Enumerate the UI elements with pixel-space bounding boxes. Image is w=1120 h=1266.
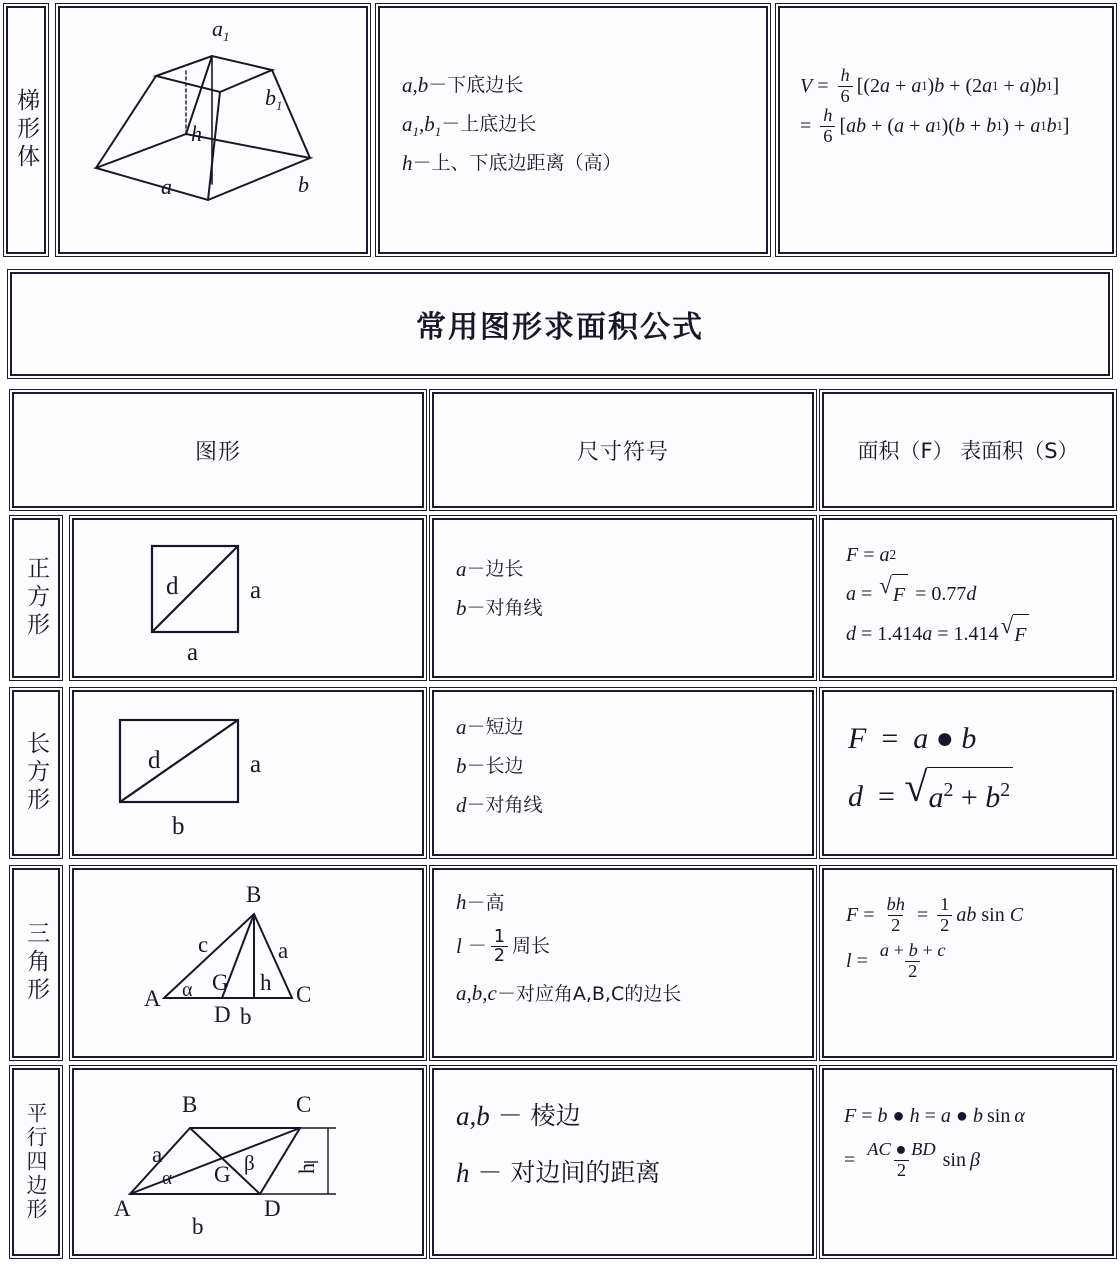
header-symbols-cell (432, 392, 814, 508)
formula-line: = $\frac{h}{6}$ [ ab + ( a + a 1 )( b + b 1 ) + a 1 b 1 ] (800, 105, 1070, 146)
row-parallelogram-formula (824, 1070, 1112, 1182)
label-alpha: α (182, 979, 193, 1001)
label-alpha: α (162, 1168, 172, 1189)
top-row-formula-cell (778, 6, 1114, 254)
row-triangle-label: 三角形 (23, 921, 50, 1005)
symbol-line: b －对角线 (456, 595, 543, 620)
row-rectangle-diagram-cell (72, 690, 424, 856)
label-c: c (198, 932, 209, 957)
label-G: G (212, 970, 229, 995)
header-symbols-label: 尺寸符号 (576, 439, 669, 465)
row-triangle-formula (824, 870, 1112, 984)
row-triangle-label-cell (12, 868, 60, 1058)
row-square-label-cell (12, 518, 60, 678)
label-B: B (182, 1092, 198, 1117)
row-square-symbols-cell (432, 518, 814, 678)
row-parallelogram-label-cell (12, 1068, 60, 1256)
label-beta: β (244, 1151, 255, 1175)
row-parallelogram-label: 平行四边形 (24, 1102, 49, 1222)
row-triangle-formula-cell (822, 868, 1114, 1058)
symbol-line: $a_1,b_1$ －上底边长 (402, 111, 537, 140)
label-h: h (260, 970, 272, 995)
label-a: a (152, 1142, 163, 1167)
header-shape-cell (12, 392, 424, 508)
row-square-label: 正方形 (23, 556, 50, 640)
label-C: C (296, 1092, 312, 1117)
top-row-formula (780, 8, 1112, 146)
row-rectangle-label-cell (12, 690, 60, 856)
symbol-line: a,b －下底边长 (402, 73, 524, 97)
row-rectangle-formula-cell (822, 690, 1114, 856)
label-a: a (278, 938, 289, 963)
header-shape-label: 图形 (194, 439, 241, 465)
frustum-diagram (60, 8, 366, 252)
formula-line: = $\frac{AC ● BD}{2}$ sin β (844, 1139, 980, 1180)
row-parallelogram-symbols-cell (432, 1068, 814, 1256)
symbol-line: b －长边 (456, 753, 524, 778)
header-area-cell (822, 392, 1114, 508)
label-d: d (166, 573, 179, 600)
row-parallelogram-symbols (434, 1070, 812, 1201)
formula-line: l = $\frac{a + b + c}{2}$ (846, 940, 946, 981)
label-b: b (298, 172, 309, 197)
rectangle-diagram (74, 692, 422, 854)
top-row-label: 梯形体 (13, 88, 40, 172)
row-parallelogram-diagram-cell (72, 1068, 424, 1256)
row-rectangle-label: 长方形 (23, 731, 50, 815)
square-diagram (74, 520, 422, 676)
label-a-side: a (250, 751, 262, 778)
formula-line: d = 1.414 a = 1.414 √ F (846, 614, 1112, 654)
symbol-line: a,b,c －对应角A,B,C的边长 (456, 981, 682, 1006)
symbol-line: d －对角线 (456, 792, 543, 817)
symbol-line: h －高 (456, 890, 505, 914)
formula-line: F = $\frac{bh}{2}$ = $\frac{1}{2}$ ab sin C (846, 894, 1024, 935)
label-A: A (114, 1196, 131, 1221)
symbol-line: h － 对边间的距离 (456, 1157, 661, 1188)
label-D: D (264, 1196, 281, 1221)
label-a-side: a (250, 577, 262, 604)
row-triangle-symbols (434, 870, 812, 1011)
symbol-line: l － $\frac{1}{2}$ 周长 (456, 926, 551, 966)
symbol-line: a,b － 棱边 (456, 1101, 581, 1131)
header-area-label: 面积（F） 表面积（S） (857, 439, 1079, 463)
label-D: D (214, 1002, 231, 1027)
row-triangle-symbols-cell (432, 868, 814, 1058)
top-row-label-cell (6, 6, 46, 254)
label-a1: $a_1$ (212, 16, 230, 44)
top-row-symbols (380, 8, 766, 183)
label-a: a (161, 174, 172, 199)
label-b-bottom: b (172, 813, 185, 840)
formula-line: d = √ $a^2 + b^2$ (848, 767, 1112, 826)
top-row-diagram-cell (58, 6, 368, 254)
label-d: d (148, 747, 161, 774)
top-row-symbols-cell (378, 6, 768, 254)
symbol-line: h －上、下底边距离（高） (402, 151, 622, 176)
symbol-line: a －短边 (456, 715, 524, 739)
symbol-line: a －边长 (456, 557, 524, 581)
formula-line: a = √ F = 0.77 d (846, 574, 1112, 614)
formula-line: F = b ● h = a ● b sin α (844, 1105, 1025, 1127)
label-G: G (214, 1162, 231, 1187)
row-rectangle-symbols (434, 692, 812, 825)
title-cell (10, 272, 1110, 376)
page-title: 常用图形求面积公式 (416, 310, 704, 345)
formula-line: F = a 2 (846, 544, 897, 566)
label-b1: $b_1$ (265, 85, 283, 113)
label-C: C (296, 982, 312, 1007)
parallelogram-diagram (74, 1070, 422, 1254)
label-B: B (246, 882, 262, 907)
label-b: b (192, 1214, 204, 1239)
row-rectangle-formula (824, 692, 1112, 826)
label-a-bottom: a (187, 639, 199, 666)
row-square-symbols (434, 520, 812, 628)
row-triangle-diagram-cell (72, 868, 424, 1058)
label-b: b (240, 1004, 252, 1029)
row-square-formula-cell (822, 518, 1114, 678)
formula-line: V = $\frac{h}{6}$ [(2 a + a 1 ) b + (2 a 1 + a ) b 1 ] (800, 65, 1060, 106)
row-rectangle-symbols-cell (432, 690, 814, 856)
label-h: h (294, 1163, 319, 1174)
row-parallelogram-formula-cell (822, 1068, 1114, 1256)
row-square-diagram-cell (72, 518, 424, 678)
label-A: A (144, 986, 161, 1011)
label-h: h (191, 121, 202, 146)
formula-line: F = a ● b (848, 722, 977, 755)
row-square-formula (824, 520, 1112, 654)
triangle-diagram (74, 870, 422, 1056)
